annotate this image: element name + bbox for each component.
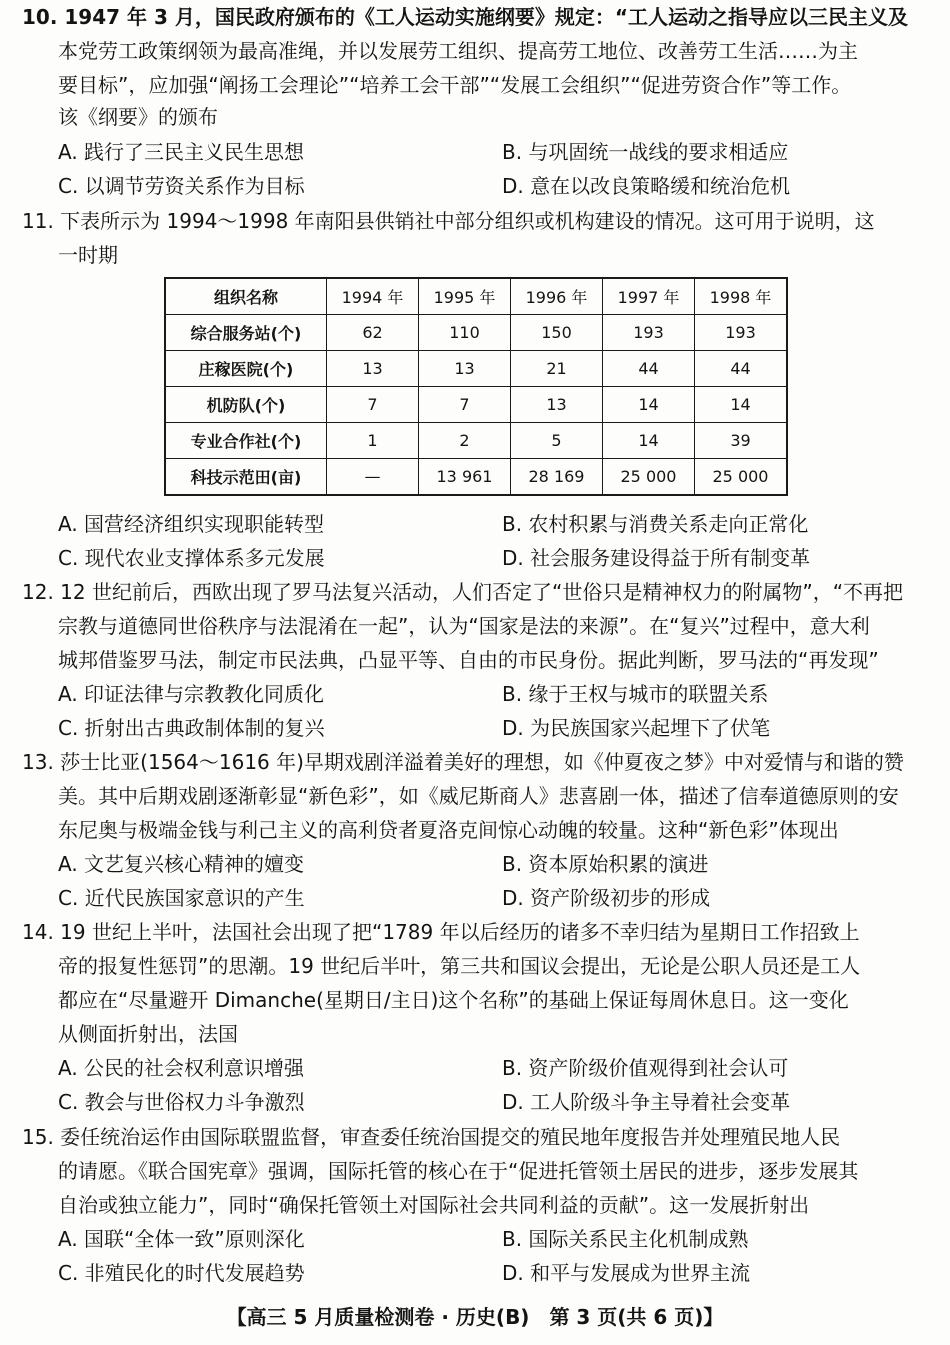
table-cell: 1 (327, 423, 419, 459)
table-cell: 44 (603, 351, 695, 387)
table-cell: 13 (327, 351, 419, 387)
question-13-option-c[interactable]: C. 近代民族国家意识的产生 (58, 886, 305, 910)
table-cell: 193 (603, 315, 695, 351)
table-cell: 21 (511, 351, 603, 387)
question-10-line-4: 该《纲要》的颁布 (58, 105, 218, 129)
supply-coop-table (164, 277, 788, 496)
table-row-label: 庄稼医院(个) (165, 351, 327, 387)
question-14-line-3: 都应在“尽量避开 Dimanche(星期日/主日)这个名称”的基础上保证每周休息日。这一变化 (58, 988, 849, 1012)
question-13-line-1: 13. 莎士比亚(1564～1616 年)早期戏剧洋溢着美好的理想，如《仲夏夜之梦》中对爱情与和谐的赞 (22, 750, 904, 774)
question-14-option-a[interactable]: A. 公民的社会权利意识增强 (58, 1056, 305, 1080)
question-13-option-b[interactable]: B. 资本原始积累的演进 (502, 852, 709, 876)
table-header-cell: 1998 年 (695, 278, 788, 315)
question-15-option-a[interactable]: A. 国联“全体一致”原则深化 (58, 1227, 305, 1251)
question-14-line-4: 从侧面折射出，法国 (58, 1022, 238, 1046)
table-cell: 110 (419, 315, 511, 351)
question-11-option-c[interactable]: C. 现代农业支撑体系多元发展 (58, 546, 325, 570)
question-12-option-c[interactable]: C. 折射出古典政制体制的复兴 (58, 716, 325, 740)
table-cell: 28 169 (511, 459, 603, 496)
question-13-option-d[interactable]: D. 资产阶级初步的形成 (502, 886, 711, 910)
table-cell: 7 (419, 387, 511, 423)
question-10-option-a[interactable]: A. 践行了三民主义民生思想 (58, 140, 305, 164)
question-10-option-b[interactable]: B. 与巩固统一战线的要求相适应 (502, 140, 789, 164)
table-row (165, 387, 787, 423)
table-row (165, 459, 787, 496)
question-11-line-2: 一时期 (58, 243, 118, 267)
question-11-option-d[interactable]: D. 社会服务建设得益于所有制变革 (502, 546, 811, 570)
table-header-cell: 1996 年 (511, 278, 603, 315)
question-15-option-d[interactable]: D. 和平与发展成为世界主流 (502, 1261, 751, 1285)
table-row (165, 315, 787, 351)
question-10-line-1: 10. 1947 年 3 月，国民政府颁布的《工人运动实施纲要》规定：“工人运动之指导应以三民主义及 (22, 5, 909, 29)
question-10-option-c[interactable]: C. 以调节劳资关系作为目标 (58, 174, 305, 198)
question-13-line-3: 东尼奥与极端金钱与利己主义的高利贷者夏洛克间惊心动魄的较量。这种“新色彩”体现出 (58, 818, 839, 842)
table-cell: 5 (511, 423, 603, 459)
table-cell: 25 000 (603, 459, 695, 496)
question-11-option-b[interactable]: B. 农村积累与消费关系走向正常化 (502, 512, 809, 536)
table-cell: 62 (327, 315, 419, 351)
table-header-cell: 组织名称 (165, 278, 327, 315)
question-15-line-1: 15. 委任统治运作由国际联盟监督，审查委任统治国提交的殖民地年度报告并处理殖民地人民 (22, 1125, 841, 1149)
question-12-line-1: 12. 12 世纪前后，西欧出现了罗马法复兴活动，人们否定了“世俗只是精神权力的附属物”，“不再把 (22, 580, 904, 604)
table-cell: 14 (603, 387, 695, 423)
table-header-cell: 1994 年 (327, 278, 419, 315)
question-10-option-d[interactable]: D. 意在以改良策略缓和统治危机 (502, 174, 791, 198)
question-12-option-a[interactable]: A. 印证法律与宗教教化同质化 (58, 682, 325, 706)
question-12-option-d[interactable]: D. 为民族国家兴起埋下了伏笔 (502, 716, 771, 740)
question-14-option-b[interactable]: B. 资产阶级价值观得到社会认可 (502, 1056, 789, 1080)
table-cell: — (327, 459, 419, 496)
question-15-line-2: 的请愿。《联合国宪章》强调，国际托管的核心在于“促进托管领土居民的进步，逐步发展其 (58, 1159, 859, 1183)
question-14-line-1: 14. 19 世纪上半叶，法国社会出现了把“1789 年以后经历的诸多不幸归结为星期日工作招致上 (22, 920, 860, 944)
question-15-line-3: 自治或独立能力”，同时“确保托管领土对国际社会共同利益的贡献”。这一发展折射出 (58, 1193, 810, 1217)
table-cell: 14 (603, 423, 695, 459)
table-row-label: 专业合作社(个) (165, 423, 327, 459)
table-header-row (165, 278, 787, 315)
question-14-line-2: 帝的报复性惩罚”的思潮。19 世纪后半叶，第三共和国议会提出，无论是公职人员还是工人 (58, 954, 861, 978)
table-cell: 2 (419, 423, 511, 459)
question-10-line-3: 要目标”，应加强“阐扬工会理论”“培养工会干部”“发展工会组织”“促进劳资合作”等工作。 (58, 73, 852, 97)
table-cell: 14 (695, 387, 788, 423)
table-row-label: 综合服务站(个) (165, 315, 327, 351)
question-11-option-a[interactable]: A. 国营经济组织实现职能转型 (58, 512, 325, 536)
question-15-option-b[interactable]: B. 国际关系民主化机制成熟 (502, 1227, 749, 1251)
question-14-option-d[interactable]: D. 工人阶级斗争主导着社会变革 (502, 1090, 791, 1114)
question-13-line-2: 美。其中后期戏剧逐渐彰显“新色彩”，如《威尼斯商人》悲喜剧一体，描述了信奉道德原则的安 (58, 784, 899, 808)
table-cell: 13 (511, 387, 603, 423)
table-cell: 39 (695, 423, 788, 459)
page-footer: 【高三 5 月质量检测卷 · 历史(B) 第 3 页(共 6 页)】 (226, 1305, 724, 1329)
table-header-cell: 1997 年 (603, 278, 695, 315)
table-cell: 13 961 (419, 459, 511, 496)
table-cell: 13 (419, 351, 511, 387)
table-header-cell: 1995 年 (419, 278, 511, 315)
table-cell: 193 (695, 315, 788, 351)
question-12-line-3: 城邦借鉴罗马法，制定市民法典，凸显平等、自由的市民身份。据此判断，罗马法的“再发现” (58, 648, 879, 672)
table-cell: 44 (695, 351, 788, 387)
table-row-label: 科技示范田(亩) (165, 459, 327, 496)
question-11-line-1: 11. 下表所示为 1994～1998 年南阳县供销社中部分组织或机构建设的情况。这可用于说明，这 (22, 209, 875, 233)
table-row (165, 351, 787, 387)
table-cell: 150 (511, 315, 603, 351)
question-13-option-a[interactable]: A. 文艺复兴核心精神的嬗变 (58, 852, 305, 876)
question-10-line-2: 本党劳工政策纲领为最高准绳，并以发展劳工组织、提高劳工地位、改善劳工生活……为主 (58, 39, 858, 63)
table-cell: 25 000 (695, 459, 788, 496)
question-12-line-2: 宗教与道德同世俗秩序与法混淆在一起”，认为“国家是法的来源”。在“复兴”过程中，意大利 (58, 614, 870, 638)
table-cell: 7 (327, 387, 419, 423)
question-15-option-c[interactable]: C. 非殖民化的时代发展趋势 (58, 1261, 305, 1285)
question-12-option-b[interactable]: B. 缘于王权与城市的联盟关系 (502, 682, 769, 706)
table-row-label: 机防队(个) (165, 387, 327, 423)
question-14-option-c[interactable]: C. 教会与世俗权力斗争激烈 (58, 1090, 305, 1114)
table-row (165, 423, 787, 459)
